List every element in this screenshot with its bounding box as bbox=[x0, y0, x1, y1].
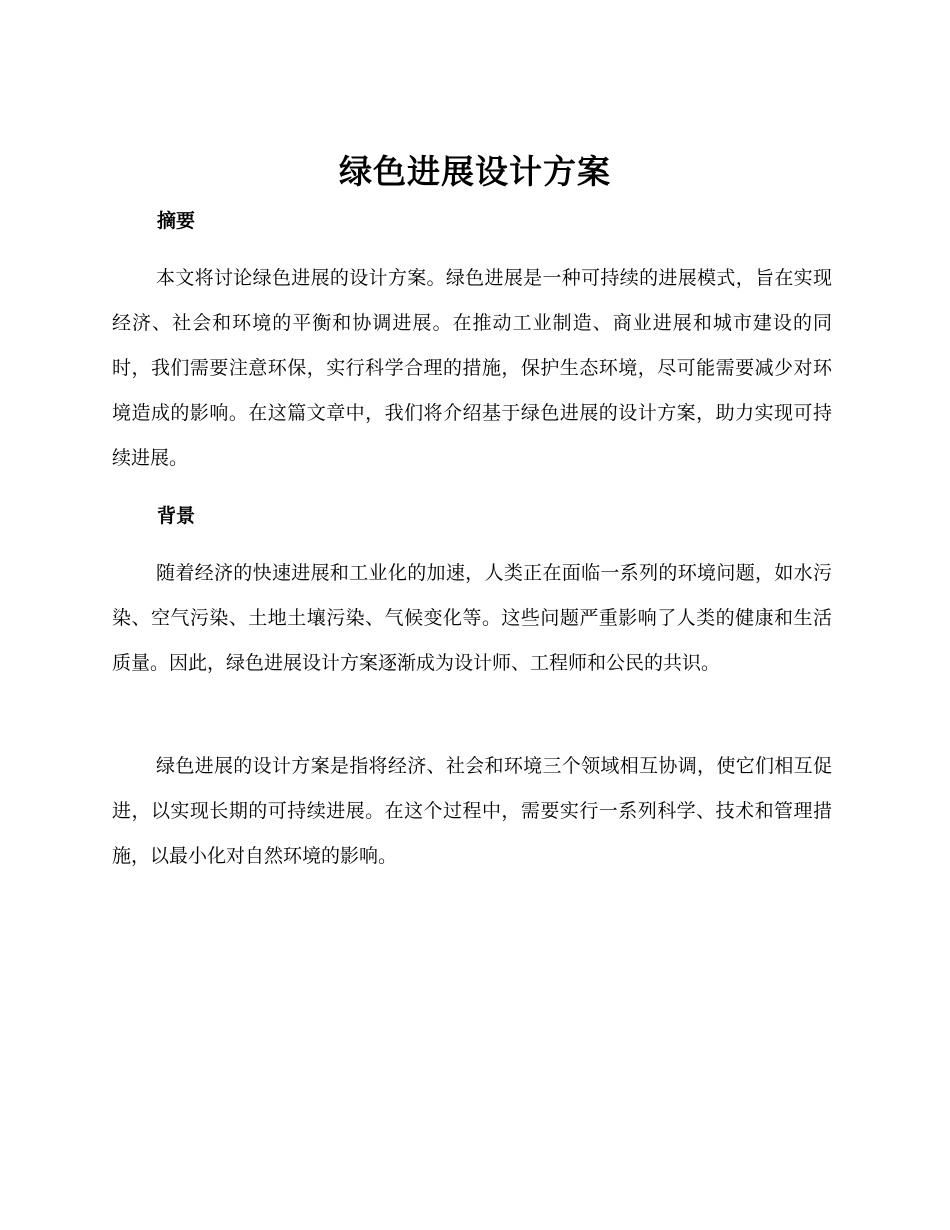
document-title: 绿色进展设计方案 bbox=[339, 152, 611, 191]
paragraph-abstract: 本文将讨论绿色进展的设计方案。绿色进展是一种可持续的进展模式，旨在实现经济、社会和环境的平衡和协调进展。在推动工业制造、商业进展和城市建设的同时，我们需要注意环保，实行科学合理的措施，保护生态环境，尽可能需要减少对环境造成的影响。在这篇文章中，我们将介绍基于绿色进展的设计方案，助力实现可持续进展。 bbox=[112, 267, 832, 469]
paragraph-background-2: 绿色进展的设计方案是指将经济、社会和环境三个领域相互协调，使它们相互促进，以实现长期的可持续进展。在这个过程中，需要实行一系列科学、技术和管理措施，以最小化对自然环境的影响。 bbox=[112, 755, 832, 867]
section-heading-background: 背景 bbox=[157, 505, 196, 527]
paragraph-background-1: 随着经济的快速进展和工业化的加速，人类正在面临一系列的环境问题，如水污染、空气污染、土地土壤污染、气候变化等。这些问题严重影响了人类的健康和生活质量。因此，绿色进展设计方案逐渐成为设计师、工程师和公民的共识。 bbox=[112, 562, 832, 674]
section-heading-abstract: 摘要 bbox=[157, 210, 196, 232]
